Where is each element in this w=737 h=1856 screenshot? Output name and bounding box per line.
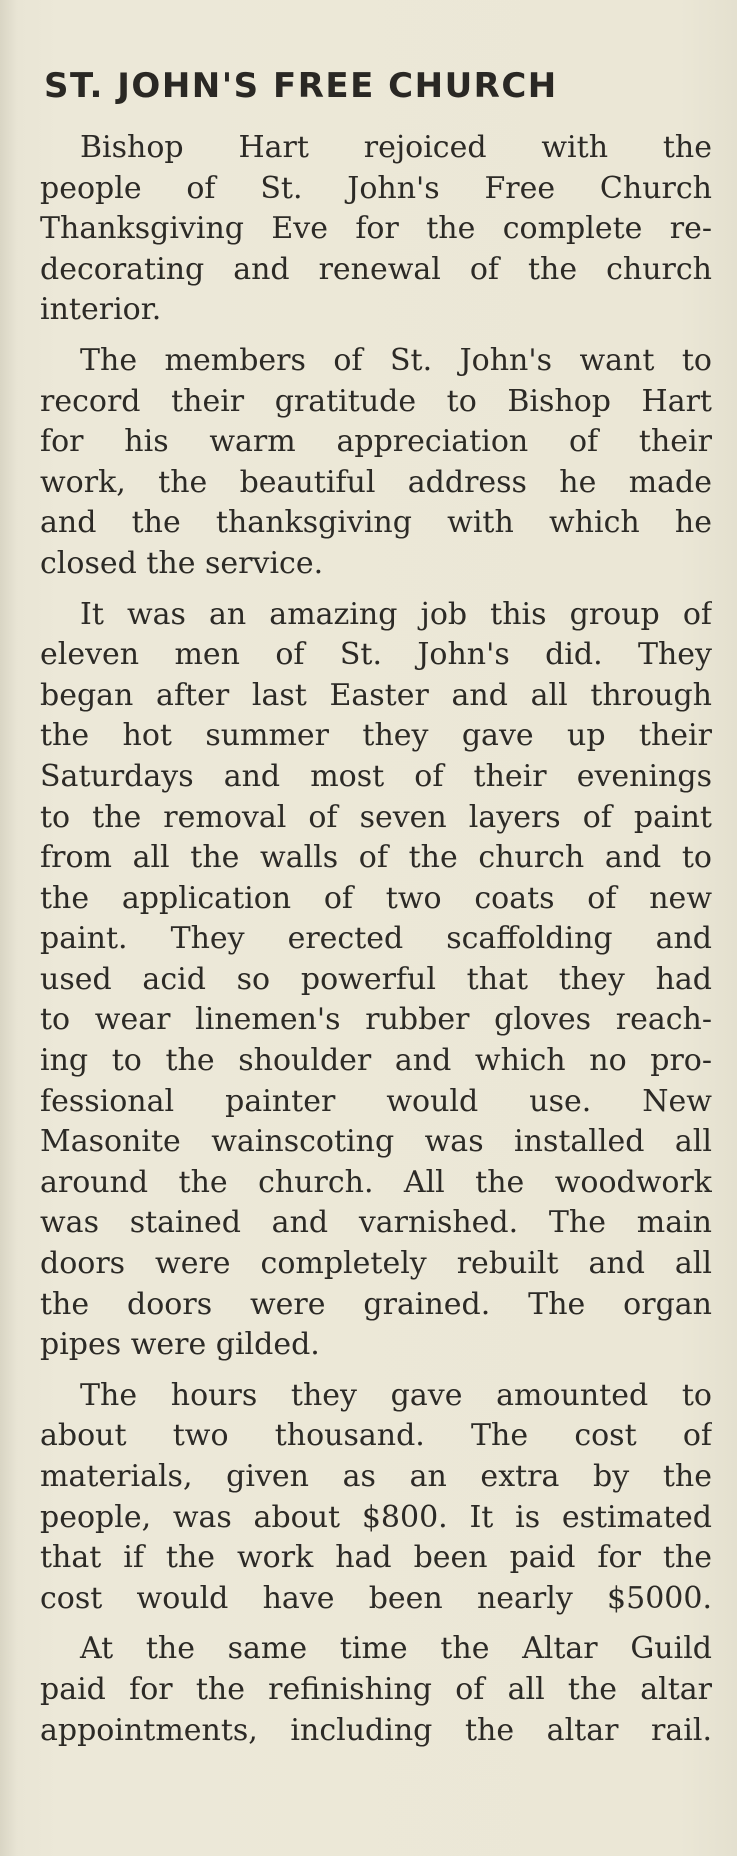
- text-line: to the removal of seven layers of paint: [40, 799, 712, 835]
- article-headline: ST. JOHN'S FREE CHURCH: [44, 66, 558, 106]
- article: [40, 62, 712, 1761]
- text-line: eleven men of St. John's did. They: [40, 637, 712, 673]
- text-line: began after last Easter and all through: [40, 677, 712, 713]
- text-line: the application of two coats of new: [40, 880, 712, 916]
- text-line: Saturdays and most of their evenings: [40, 758, 712, 794]
- text-line: Masonite wainscoting was installed all: [40, 1124, 712, 1160]
- text-line: paint. They erected scaffolding and: [40, 921, 712, 957]
- text-line: and the thanksgiving with which he: [40, 505, 712, 541]
- text-line: around the church. All the woodwork: [40, 1164, 712, 1200]
- text-line: appointments, including the altar rail.: [40, 1712, 712, 1748]
- text-line: people, was about $800. It is estimated: [40, 1499, 712, 1535]
- paragraph-2: [40, 341, 712, 585]
- text-line: The members of St. John's want to: [80, 342, 712, 378]
- text-line: fessional painter would use. New: [40, 1083, 712, 1119]
- text-line: It was an amazing job this group of: [80, 596, 712, 632]
- text-line: decorating and renewal of the church: [40, 251, 712, 287]
- text-line: from all the walls of the church and to: [40, 840, 712, 876]
- text-line: interior.: [40, 292, 162, 328]
- text-line: paid for the refinishing of all the altar: [40, 1671, 712, 1707]
- text-line: doors were completely rebuilt and all: [40, 1246, 712, 1282]
- text-line: the doors were grained. The organ: [40, 1286, 712, 1322]
- text-line: cost would have been nearly $5000.: [40, 1580, 712, 1616]
- text-line: The hours they gave amounted to: [80, 1377, 712, 1413]
- text-line: Bishop Hart rejoiced with the: [80, 130, 712, 165]
- text-line: used acid so powerful that they had: [40, 961, 712, 997]
- text-line: about two thousand. The cost of: [40, 1418, 712, 1454]
- text-line: for his warm appreciation of their: [40, 424, 712, 460]
- text-line: materials, given as an extra by the: [40, 1459, 712, 1494]
- paragraph-4: [40, 1376, 712, 1620]
- text-line: people of St. John's Free Church: [40, 170, 712, 206]
- text-line: closed the service.: [40, 545, 324, 581]
- text-line: was stained and varnished. The main: [40, 1205, 712, 1241]
- text-line: Thanksgiving Eve for the complete re-: [40, 211, 712, 247]
- text-line: that if the work had been paid for the: [40, 1540, 712, 1576]
- paragraph-3: [40, 595, 712, 1366]
- text-line: pipes were gilded.: [40, 1327, 320, 1363]
- text-line: record their gratitude to Bishop Hart: [40, 383, 712, 419]
- paragraph-1: [40, 128, 712, 331]
- text-line: work, the beautiful address he made: [40, 464, 712, 500]
- text-line: to wear linemen's rubber gloves reach-: [40, 1002, 712, 1038]
- text-line: the hot summer they gave up their: [40, 718, 712, 754]
- paragraph-5: [40, 1629, 712, 1751]
- text-line: At the same time the Altar Guild: [80, 1631, 712, 1667]
- text-line: ing to the shoulder and which no pro-: [40, 1043, 712, 1079]
